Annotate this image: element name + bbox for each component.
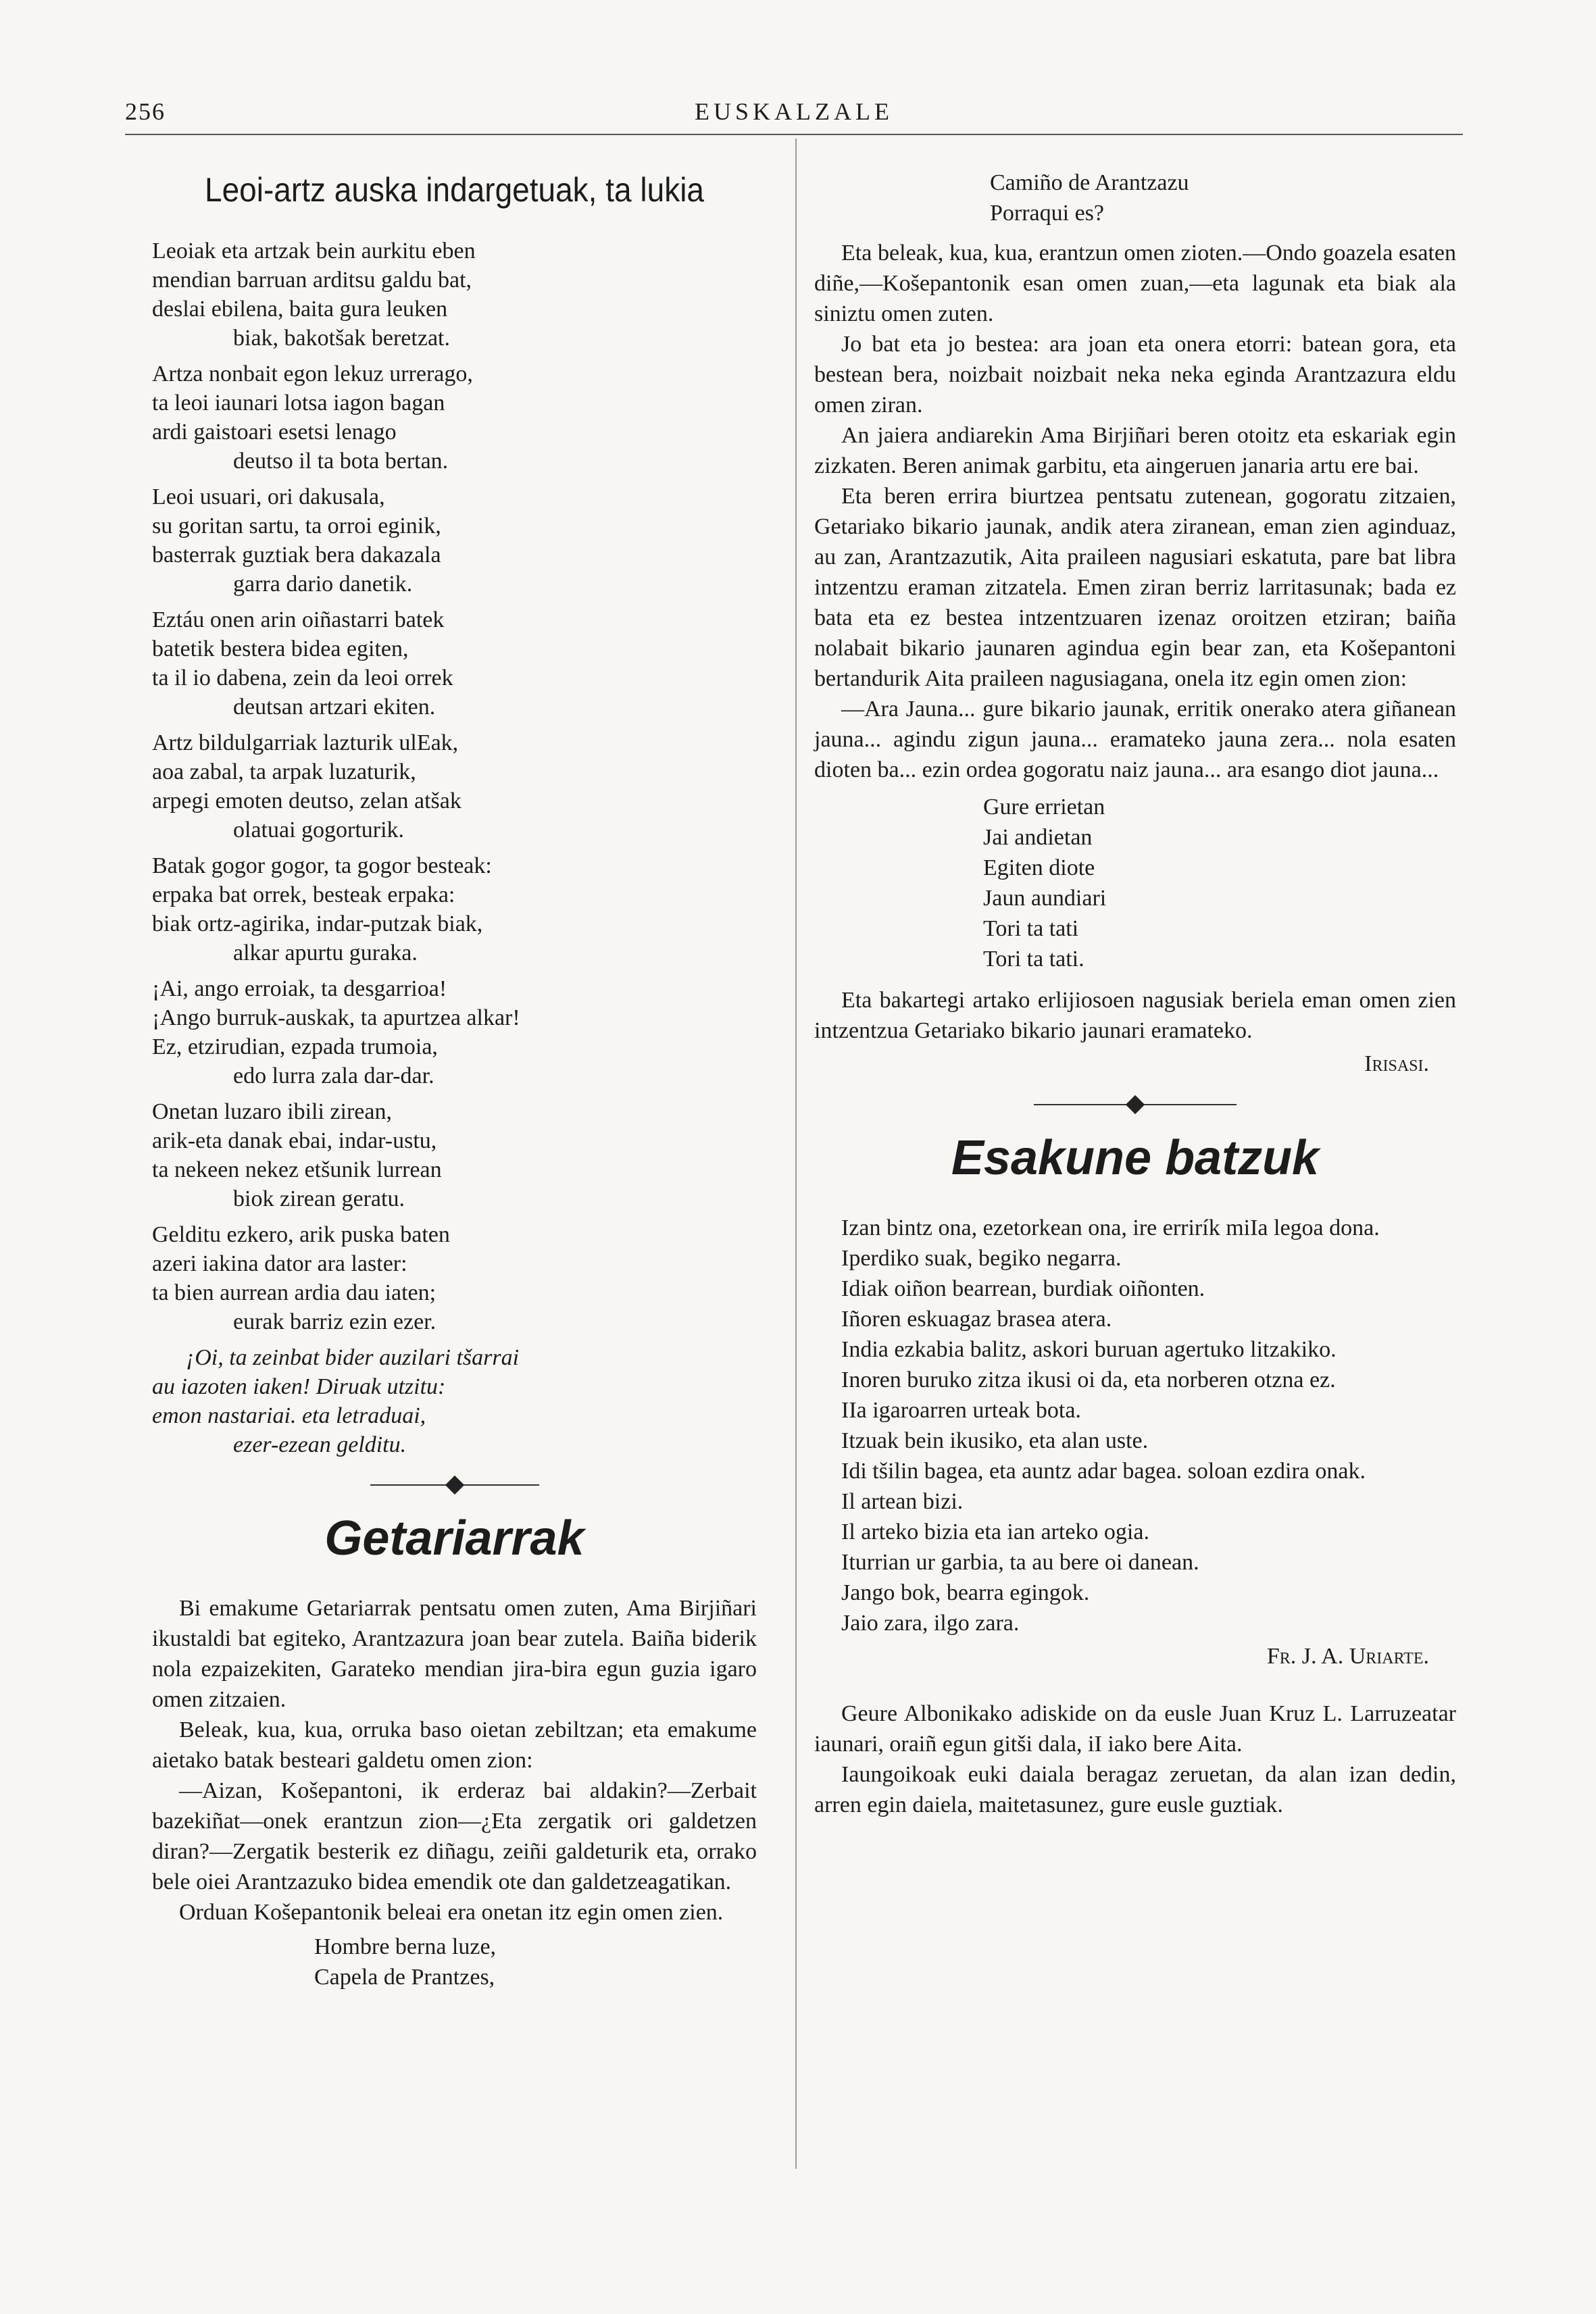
- verse-line: Camiño de Arantzazu: [990, 170, 1189, 195]
- proverb: Inoren buruko zitza ikusi oi da, eta norberen otzna ez.: [841, 1367, 1336, 1392]
- paragraph: Bi emakume Getariarrak pentsatu omen zuten, Ama Birjiñari ikustaldi bat egiteko, Arantzazura joan bear zutela. Baiña biderik nola ezpaizekiten, Garateko mendian jira-bira egun guzia igaro omen zitzaien.: [152, 1596, 757, 1712]
- proverb: Iturrian ur garbia, ta au bere oi danean.: [841, 1550, 1199, 1575]
- stanza: [152, 482, 757, 599]
- paragraph: An jaiera andiarekin Ama Birjiñari beren otoitz eta eskariak egin zizkaten. Beren animak garbitu, eta aingeruen janaria artu ere bai.: [814, 423, 1456, 478]
- verse-line: Gure errietan: [983, 795, 1105, 820]
- left-column: [152, 155, 757, 2002]
- proverb: Iñoren eskuagaz brasea atera.: [841, 1307, 1112, 1332]
- verse-line: Tori ta tati.: [983, 947, 1084, 972]
- diamond-icon: [1126, 1095, 1145, 1114]
- verse-line: ta leoi iaunari lotsa iagon bagan: [152, 391, 445, 416]
- verse-line: arik-eta danak ebai, indar-ustu,: [152, 1128, 437, 1153]
- paragraph: Iaungoikoak euki daiala beragaz zeruetan, da alan izan dedin, arren egin daiela, maitetasunez, gure eusle guztiak.: [814, 1762, 1456, 1817]
- proverbs-title: Esakune batzuk: [951, 1131, 1320, 1185]
- paragraph: Orduan Košepantonik beleai era onetan itz egin omen zien.: [179, 1900, 724, 1925]
- verse-line: edo lurra zala dar-dar.: [233, 1063, 434, 1088]
- proverb: Izan bintz ona, ezetorkean ona, ire errirík miIa legoa dona.: [841, 1215, 1380, 1240]
- verse-line: azeri iakina dator ara laster:: [152, 1251, 407, 1276]
- proverb: Jaio zara, ilgo zara.: [841, 1611, 1020, 1636]
- poem-title: Leoi-artz auska indargetuak, ta lukia: [205, 171, 704, 209]
- story-closing: [814, 985, 1456, 1046]
- verse-line: olatuai gogorturik.: [233, 818, 405, 842]
- verse-line: batetik bestera bidea egiten,: [152, 636, 409, 661]
- verse-line: Gelditu ezkero, arik puska baten: [152, 1222, 450, 1247]
- proverb: Itzuak bein ikusiko, eta alan uste.: [841, 1428, 1149, 1453]
- verse-line: Onetan luzaro ibili zirean,: [152, 1099, 392, 1124]
- verse-line: basterrak guztiak bera dakazala: [152, 543, 441, 568]
- proverb: India ezkabia balitz, askori buruan agertuko litzakiko.: [841, 1337, 1337, 1362]
- verse-line: ¡Oi, ta zeinbat bider auzilari tšarrai: [186, 1345, 520, 1370]
- stanza: [152, 236, 757, 353]
- verse-line: ardi gaistoari esetsi lenago: [152, 420, 397, 445]
- proverb: Jango bok, bearra egingok.: [841, 1580, 1090, 1605]
- refrain-verse: [814, 792, 1456, 974]
- verse-line: alkar apurtu guraka.: [233, 940, 418, 965]
- verse-line: Eztáu onen arin oiñastarri batek: [152, 607, 445, 632]
- verse-line: biok zirean geratu.: [233, 1186, 405, 1211]
- proverb: Idi tšilin bagea, eta auntz adar bagea. soloan ezdira onak.: [841, 1459, 1366, 1484]
- poem-moral: [152, 1343, 757, 1459]
- verse-line: ta nekeen nekez etšunik lurrean: [152, 1157, 442, 1182]
- verse-line: Batak gogor gogor, ta gogor besteak:: [152, 853, 492, 878]
- paragraph: —Ara Jauna... gure bikario jaunak, erritik onerako atera giñanean jauna... agindu zigun jauna... eramateko jauna zera... nola esaten dioten ba... ezin ordea gogoratu naiz jauna... ara esango diot jauna...: [814, 697, 1456, 782]
- stanza: [152, 359, 757, 476]
- stanza: [152, 974, 757, 1090]
- proverb-list: [814, 1213, 1456, 1638]
- verse-line: Tori ta tati: [983, 916, 1079, 941]
- verse-line: deutsan artzari ekiten.: [233, 695, 436, 720]
- magazine-title: EUSKALZALE: [695, 98, 893, 125]
- right-column: [814, 155, 1456, 1820]
- stanza: [152, 605, 757, 722]
- verse-line: su goritan sartu, ta orroi eginik,: [152, 513, 441, 538]
- verse-line: Capela de Prantzes,: [314, 1965, 495, 1990]
- proverb: Idiak oiñon bearrean, burdiak oiñonten.: [841, 1276, 1205, 1301]
- paragraph: Beleak, kua, kua, orruka baso oietan zebiltzan; eta emakume aietako batak besteari galdetu omen zion:: [152, 1717, 757, 1773]
- verse-line: garra dario danetik.: [233, 572, 413, 597]
- verse-line: ¡Ango burruk-auskak, ta apurtzea alkar!: [152, 1005, 520, 1030]
- paragraph: Eta beleak, kua, kua, erantzun omen zioten.—Ondo goazela esaten diñe,—Košepantonik esan omen zuan,—eta lagunak eta biak ala siniztu omen zuten.: [814, 241, 1456, 326]
- proverb: Il arteko bizia eta ian arteko ogia.: [841, 1519, 1149, 1544]
- verse-line: ta il io dabena, zein da leoi orrek: [152, 665, 453, 690]
- stanza: [152, 851, 757, 967]
- notice-text: [814, 1699, 1456, 1820]
- verse-line: Leoiak eta artzak bein aurkitu eben: [152, 238, 476, 263]
- stanza: [152, 1097, 757, 1213]
- stanza: [152, 728, 757, 845]
- verse-line: ¡Ai, ango erroiak, ta desgarrioa!: [152, 976, 447, 1001]
- verse-line: arpegi emoten deutso, zelan atšak: [152, 788, 462, 813]
- verse-line: Artz bildulgarriak lazturik ulEak,: [152, 730, 459, 755]
- verse-line: Ez, etzirudian, ezpada trumoia,: [152, 1034, 438, 1059]
- story-text: [152, 1593, 757, 1928]
- verse-line: biak ortz-agirika, indar-putzak biak,: [152, 911, 483, 936]
- ornament-divider: [370, 1472, 539, 1499]
- proverb: IIa igaroarren urteak bota.: [841, 1398, 1081, 1423]
- paragraph: Eta bakartegi artako erlijiosoen nagusiak beriela eman omen zien intzentzua Getariako bikario jaunari eramateko.: [814, 988, 1456, 1043]
- author-signature: Fr. J. A. Uriarte.: [1266, 1644, 1429, 1669]
- verse-line: au iazoten iaken! Diruak utzitu:: [152, 1374, 446, 1399]
- proverb: Iperdiko suak, begiko negarra.: [841, 1246, 1122, 1271]
- verse-line: eurak barriz ezin ezer.: [233, 1309, 437, 1334]
- diamond-icon: [445, 1476, 464, 1494]
- verse-line: deutso il ta bota bertan.: [233, 449, 449, 474]
- paragraph: —Aizan, Košepantoni, ik erderaz bai aldakin?—Zerbait bazekiñat—onek erantzun zion—¿Eta zergatik ori galdetzen diran?—Zergatik besterik ez diñagu, zeiñi galdeturik eta, orrako bele oiei Arantzazuko bidea emendik ote dan galdetzeagatikan.: [152, 1778, 757, 1894]
- verse-line: Jai andietan: [983, 825, 1093, 850]
- page-number: 256: [125, 98, 166, 125]
- page-header: [125, 93, 1463, 135]
- story-continuation: [814, 238, 1456, 785]
- song-verse: [152, 1932, 757, 1992]
- verse-line: Egiten diote: [983, 855, 1095, 880]
- verse-line: Jaun aundiari: [983, 886, 1107, 911]
- verse-line: aoa zabal, ta arpak luzaturik,: [152, 759, 416, 784]
- proverb: Il artean bizi.: [841, 1489, 964, 1514]
- stanza: [152, 1220, 757, 1336]
- verse-line: Hombre berna luze,: [314, 1934, 497, 1959]
- song-verse: [814, 168, 1456, 228]
- ornament-divider: [1034, 1091, 1237, 1118]
- paragraph: Geure Albonikako adiskide on da eusle Juan Kruz L. Larruzeatar iaunari, oraiñ egun gitši dala, iI iako bere Aita.: [814, 1701, 1456, 1757]
- verse-line: ta bien aurrean ardia dau iaten;: [152, 1280, 437, 1305]
- paragraph: Jo bat eta jo bestea: ara joan eta onera etorri: batean gora, eta bestean bera, noizbait noizbait neka neka eginda Arantzazura eldu omen ziran.: [814, 332, 1456, 418]
- verse-line: ezer-ezean gelditu.: [233, 1432, 407, 1457]
- verse-line: deslai ebilena, baita gura leuken: [152, 297, 448, 322]
- verse-line: Artza nonbait egon lekuz urrerago,: [152, 361, 473, 386]
- verse-line: Porraqui es?: [990, 201, 1105, 226]
- verse-line: erpaka bat orrek, besteak erpaka:: [152, 882, 455, 907]
- verse-line: biak, bakotšak beretzat.: [233, 326, 450, 351]
- paragraph: Eta beren errira biurtzea pentsatu zutenean, gogoratu zitzaien, Getariako bikario jaunak, andik atera ziranean, eman zien aginduaz, au zan, Arantzazutik, Aita praileen nagusiari eskatuta, pare bat libra intzentzu eraman zitzatela. Emen ziran berriz larritasunak; bada ez bata eta ez bestea intzentzuaren izenaz oroitzen etziran; baiña nolabait bikario jaunaren agindua egin bear zan, eta Košepantoni bertandurik Aita praileen nagusiagana, onela itz egin omen zion:: [814, 484, 1456, 691]
- verse-line: emon nastariai. eta letraduai,: [152, 1403, 426, 1428]
- story-title: Getariarrak: [324, 1511, 584, 1565]
- verse-line: mendian barruan arditsu galdu bat,: [152, 268, 472, 293]
- author-signature: Irisasi.: [1364, 1051, 1429, 1076]
- verse-line: Leoi usuari, ori dakusala,: [152, 484, 385, 509]
- column-divider: [795, 139, 797, 2169]
